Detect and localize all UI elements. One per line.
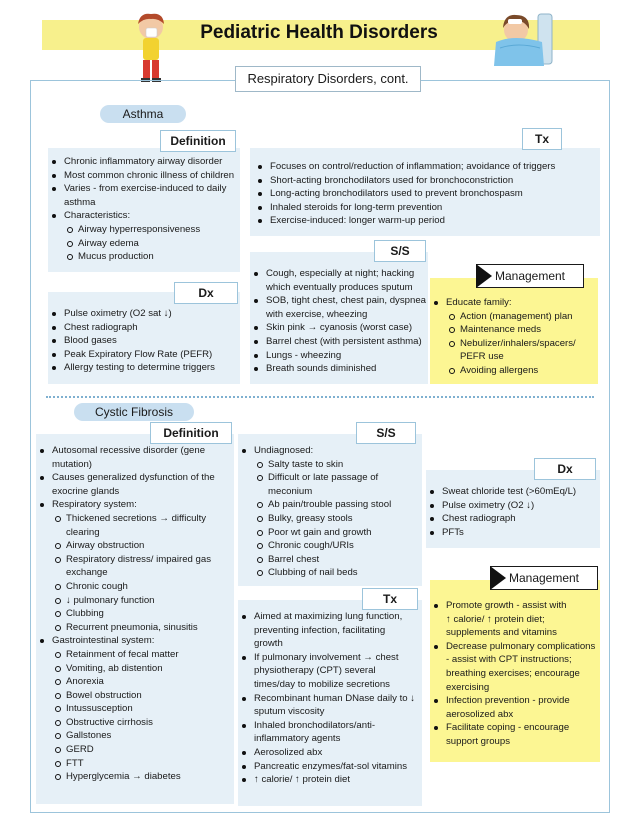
list-item: Inhaled bronchodilators/anti- — [238, 719, 422, 733]
asthma-heading: Asthma — [100, 105, 186, 123]
page-title: Pediatric Health Disorders — [200, 22, 438, 43]
list-item: growth — [254, 638, 283, 650]
list-item: physiotherapy (CPT) several — [254, 665, 376, 677]
cf-ss-box — [238, 434, 422, 586]
asthma-definition-tag: Definition — [160, 130, 236, 152]
list-item: aerosolized abx — [446, 708, 514, 720]
list-item: Characteristics: — [48, 209, 240, 223]
sick-child-in-bed-icon — [494, 8, 554, 70]
list-item: Respiratory system: — [36, 498, 234, 512]
list-item: Infection prevention - provide — [430, 694, 600, 708]
list-item: clearing — [66, 526, 100, 538]
asthma-ss-box — [250, 252, 428, 384]
list-item: Intussusception — [36, 702, 234, 716]
asthma-dx-list — [48, 292, 240, 375]
asthma-management-label: Management — [494, 269, 566, 283]
cf-heading: Cystic Fibrosis — [74, 403, 194, 421]
cf-dx-list — [426, 470, 600, 539]
asthma-ss-tag: S/S — [374, 240, 426, 262]
cf-management-label: Management — [508, 571, 580, 585]
list-item: Short-acting bronchodilators used for bronchoconstriction — [254, 174, 600, 188]
list-item: preventing infection, facilitating — [254, 624, 386, 636]
list-item: Pulse oximetry (O2 ↓) — [426, 499, 600, 513]
asthma-dx-tag: Dx — [174, 282, 238, 304]
list-item: exercising — [446, 681, 490, 693]
list-item: Pancreatic enzymes/fat-sol vitamins — [238, 760, 422, 774]
list-item: ↑ calorie/ ↑ protein diet — [238, 773, 422, 787]
list-item: Undiagnosed: — [238, 444, 422, 458]
list-item: FTT — [36, 757, 234, 771]
list-item: support groups — [446, 735, 510, 747]
list-item: Sweat chloride test (>60mEq/L) — [426, 485, 600, 499]
list-item: Mucus production — [48, 250, 240, 264]
list-item: PEFR use — [460, 351, 504, 363]
list-item: Avoiding allergens — [430, 364, 598, 378]
list-item: Chronic inflammatory airway disorder — [48, 155, 240, 169]
list-item: with exercise, wheezing — [266, 308, 368, 320]
list-item: - assist with CPT instructions; — [446, 654, 572, 666]
list-item: asthma — [64, 196, 96, 208]
list-item: Clubbing — [36, 607, 234, 621]
section-subtitle: Respiratory Disorders, cont. — [235, 66, 421, 92]
list-item: Anorexia — [36, 675, 234, 689]
list-item: Clubbing of nail beds — [238, 566, 422, 580]
list-item: Peak Expiratory Flow Rate (PEFR) — [48, 348, 240, 362]
list-item: Airway hyperresponsiveness — [48, 223, 240, 237]
cf-definition-list — [36, 434, 234, 784]
list-item: mutation) — [52, 458, 92, 470]
list-item: Action (management) plan — [430, 310, 598, 324]
list-item: Causes generalized dysfunction of the — [36, 471, 234, 485]
list-item: times/day to mobilize secretions — [254, 678, 390, 690]
cf-management-box — [430, 580, 600, 762]
asthma-management-box — [430, 278, 598, 384]
list-item: Vomiting, ab distention — [36, 662, 234, 676]
list-item: Difficult or late passage of — [238, 471, 422, 485]
list-item: Bulky, greasy stools — [238, 512, 422, 526]
cf-definition-box — [36, 434, 234, 804]
list-item: Thickened secretions → difficulty — [36, 512, 234, 526]
asthma-ss-list — [250, 252, 428, 376]
section-divider — [46, 396, 594, 398]
asthma-definition-box — [48, 148, 240, 272]
list-item: Focuses on control/reduction of inflammation; avoidance of triggers — [254, 160, 600, 174]
list-item: Nebulizer/inhalers/spacers/ — [430, 337, 598, 351]
list-item: Gastrointestinal system: — [36, 634, 234, 648]
list-item: exocrine glands — [52, 485, 120, 497]
list-item: Barrel chest (with persistent asthma) — [250, 335, 428, 349]
cf-dx-tag: Dx — [534, 458, 596, 480]
list-item: Decrease pulmonary complications — [430, 640, 600, 654]
asthma-management-list — [430, 278, 598, 378]
list-item: Chest radiograph — [426, 512, 600, 526]
cf-definition-tag: Definition — [150, 422, 232, 444]
cf-management-list — [430, 580, 600, 749]
asthma-management-tag — [476, 264, 584, 288]
list-item: Allergy testing to determine triggers — [48, 361, 240, 375]
asthma-tx-tag: Tx — [522, 128, 562, 150]
list-item: Long-acting bronchodilators used to prevent bronchospasm — [254, 187, 600, 201]
list-item: PFTs — [426, 526, 600, 540]
list-item: sputum viscosity — [254, 706, 325, 718]
cf-ss-list — [238, 434, 422, 580]
list-item: exchange — [66, 567, 108, 579]
list-item: Hyperglycemia → diabetes — [36, 770, 234, 784]
list-item: Chronic cough/URIs — [238, 539, 422, 553]
list-item: If pulmonary involvement → chest — [238, 651, 422, 665]
list-item: Autosomal recessive disorder (gene — [36, 444, 234, 458]
list-item: Pulse oximetry (O2 sat ↓) — [48, 307, 240, 321]
list-item: Recurrent pneumonia, sinusitis — [36, 621, 234, 635]
list-item: Chronic cough — [36, 580, 234, 594]
list-item: Varies - from exercise-induced to daily — [48, 182, 240, 196]
cf-tx-list — [238, 600, 422, 787]
cf-management-tag — [490, 566, 598, 590]
cf-tx-box — [238, 600, 422, 806]
list-item: Chest radiograph — [48, 321, 240, 335]
sneezing-child-icon — [128, 10, 174, 88]
list-item: Airway obstruction — [36, 539, 234, 553]
list-item: Skin pink → cyanosis (worst case) — [250, 321, 428, 335]
cf-tx-tag: Tx — [362, 588, 418, 610]
asthma-tx-box — [250, 148, 600, 236]
list-item: Facilitate coping - encourage — [430, 721, 600, 735]
list-item: GERD — [36, 743, 234, 757]
list-item: Recombinant human DNase daily to ↓ — [238, 692, 422, 706]
list-item: Bowel obstruction — [36, 689, 234, 703]
list-item: ↓ pulmonary function — [36, 594, 234, 608]
cf-ss-tag: S/S — [356, 422, 416, 444]
list-item: Gallstones — [36, 729, 234, 743]
list-item: inflammatory agents — [254, 733, 341, 745]
list-item: Aerosolized abx — [238, 746, 422, 760]
list-item: Salty taste to skin — [238, 458, 422, 472]
list-item: Ab pain/trouble passing stool — [238, 498, 422, 512]
asthma-definition-list — [48, 148, 240, 264]
list-item: Retainment of fecal matter — [36, 648, 234, 662]
list-item: Barrel chest — [238, 553, 422, 567]
list-item: Airway edema — [48, 237, 240, 251]
list-item: Maintenance meds — [430, 323, 598, 337]
list-item: which eventually produces sputum — [266, 281, 413, 293]
cf-dx-box — [426, 470, 600, 548]
asthma-tx-list — [250, 148, 600, 228]
list-item: Poor wt gain and growth — [238, 526, 422, 540]
list-item: Most common chronic illness of children — [48, 169, 240, 183]
list-item: meconium — [268, 485, 313, 497]
list-item: Lungs - wheezing — [250, 349, 428, 363]
asthma-dx-box — [48, 292, 240, 384]
list-item: Aimed at maximizing lung function, — [238, 610, 422, 624]
list-item: Inhaled steroids for long-term prevention — [254, 201, 600, 215]
list-item: Cough, especially at night; hacking — [250, 267, 428, 281]
list-item: Respiratory distress/ impaired gas — [36, 553, 234, 567]
list-item: Promote growth - assist with — [430, 599, 600, 613]
list-item: Exercise-induced: longer warm-up period — [254, 214, 600, 228]
list-item: Blood gases — [48, 334, 240, 348]
list-item: Obstructive cirrhosis — [36, 716, 234, 730]
list-item: ↑ calorie/ ↑ protein diet; — [446, 613, 545, 625]
list-item: SOB, tight chest, chest pain, dyspnea — [250, 294, 428, 308]
list-item: supplements and vitamins — [446, 627, 557, 639]
list-item: Educate family: — [430, 296, 598, 310]
list-item: breathing exercises; encourage — [446, 667, 580, 679]
list-item: Breath sounds diminished — [250, 362, 428, 376]
